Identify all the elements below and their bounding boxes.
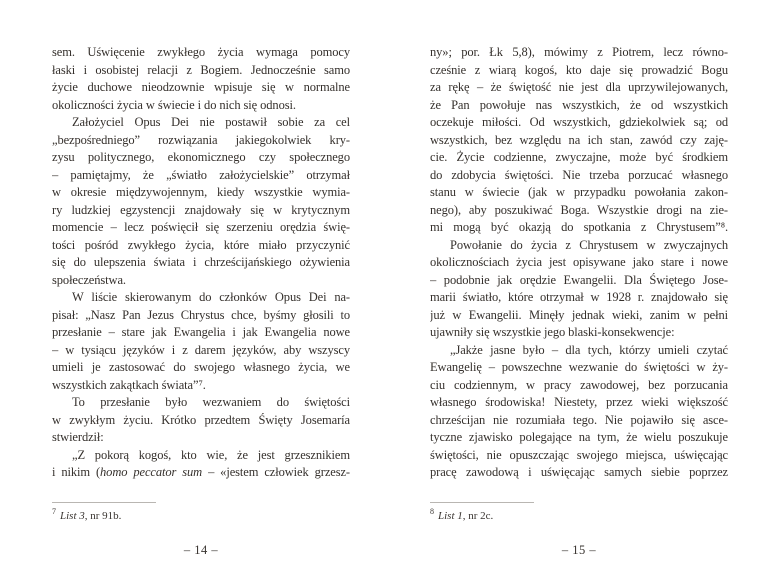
paragraph bbox=[52, 447, 350, 482]
footnote-reference: , nr 91b. bbox=[84, 510, 122, 522]
text-line: momencie – lecz poświęcił się szerzeniu orędzia świę- bbox=[52, 220, 350, 234]
text-line: świętości, nie opuszczając swojego miejsca, uświęcając bbox=[430, 447, 728, 462]
text-line: W liście skierowanym do członków Opus Dei na- bbox=[72, 290, 350, 304]
paragraph bbox=[52, 289, 350, 394]
text-line: – podobnie jak orędzie Ewangelii. Dla Świętego Jose- bbox=[430, 272, 728, 287]
text-line: przesłanie – stare jak Ewangelia i jak Ewangelia nowe bbox=[52, 325, 350, 339]
text-line: stwierdził: bbox=[52, 430, 104, 444]
text-line: tyczne zjawisko polegające na tym, że wielu poszukuje bbox=[430, 430, 728, 444]
text-line: mi mogą być okazją do spotkania z Chrystusem”⁸. bbox=[430, 220, 728, 234]
text-line: za rękę – że świętość nie jest dla uprzywilejowanych, bbox=[430, 80, 728, 94]
text-line: własnego środowiska! Niestety, przez wieki większość bbox=[430, 395, 728, 409]
text-line: – pamiętajmy, że „światło założycielskie” otrzymał bbox=[52, 167, 350, 182]
text-line: społeczeństwa. bbox=[52, 272, 126, 287]
footnote-marker: 8 bbox=[430, 507, 434, 517]
text-line: Ewangelię – powszechne wezwanie do świętości w ży- bbox=[430, 360, 728, 374]
paragraph bbox=[52, 394, 350, 447]
paragraph bbox=[430, 44, 728, 237]
paragraph bbox=[430, 342, 728, 482]
text-line: Założyciel Opus Dei nie postawił sobie za cel bbox=[72, 115, 350, 129]
text-line: marii światło, które otrzymał w 1928 r. znajdowało się bbox=[430, 290, 728, 304]
text-line: okoliczności życia w świecie i do nich się odnosi. bbox=[52, 97, 296, 112]
text-line: zysu politycznego, ekonomicznego czy społecznego bbox=[52, 150, 350, 164]
text-line: cie. Życie codzienne, zwyczajne, może być środkiem bbox=[430, 150, 728, 164]
page-left bbox=[52, 0, 350, 584]
text-line: życie duchowe nieodzownie wpisuje się w normalne bbox=[52, 80, 350, 94]
text-line: pracę zawodową i uświęcając samych siebie poprzez bbox=[430, 465, 728, 479]
paragraph bbox=[52, 114, 350, 289]
text-line: To przesłanie było wezwaniem do świętości bbox=[72, 395, 350, 409]
text-line: „bezpośredniego” rozwiązania jakiegokolwiek kry- bbox=[52, 132, 350, 147]
footnote-text bbox=[430, 507, 728, 523]
text-line: łaski i osobistej relacji z Bogiem. Jednocześnie samo bbox=[52, 62, 350, 77]
text-line: i nikim (homo peccator sum – «jestem człowiek grzesz- bbox=[52, 465, 350, 479]
text-line: stanu w świecie (jak w przypadku powołania zakon- bbox=[430, 185, 728, 199]
text-line: ujawniły się wszystkie jego blaski-konsekwencje: bbox=[430, 325, 675, 339]
footnote bbox=[430, 502, 728, 523]
text-line: oczekuje miłości. Od wszystkich, gdziekolwiek są; od bbox=[430, 115, 728, 129]
text-line: pisał: „Nasz Pan Jezus Chrystus chce, byśmy głosili to bbox=[52, 307, 350, 322]
text-line: w zwykłym życiu. Krótko przedtem Święty Josemaría bbox=[52, 412, 350, 427]
text-line: chrześcijan nie rozumiała tego. Nie pojawiło się asce- bbox=[430, 412, 728, 427]
text-line: sem. Uświęcenie zwykłego życia wymaga pomocy bbox=[52, 45, 350, 59]
footnote-marker: 7 bbox=[52, 507, 56, 517]
footnote bbox=[52, 502, 350, 523]
text-line: okolicznościach życia jest opisywane jako stare i nowe bbox=[430, 255, 728, 269]
text-line: wszystkich zakątkach świata”⁷. bbox=[52, 377, 206, 392]
footnote-work-title: List 3 bbox=[60, 510, 85, 522]
text-line: wszystkich, bez względu na ich stan, zawód czy zaję- bbox=[430, 132, 728, 147]
paragraph bbox=[52, 44, 350, 114]
text-line: tości pośród zwykłego życia, które miało przyczynić bbox=[52, 237, 350, 252]
text-line: cześnie z wiarą kogoś, kto daje się prowadzić Bogu bbox=[430, 62, 728, 77]
text-line: że Pan powołuje nas wszystkich, że od wszystkich bbox=[430, 97, 728, 112]
text-line: „Jakże jasne było – dla tych, którzy umieli czytać bbox=[450, 342, 728, 357]
text-line: ciu codziennym, w pracy zawodowej, bez porzucania bbox=[430, 377, 728, 392]
text-line: w okresie międzywojennym, kiedy wszystkie wymia- bbox=[52, 185, 350, 199]
text-line: do zdobycia świętości. Nie trzeba porzucać własnego bbox=[430, 167, 728, 182]
text-line: ny»; por. Łk 5,8), mówimy z Piotrem, lecz równo- bbox=[430, 45, 728, 59]
text-line: już w Ewangelii. Minęły jednak wieki, zanim w pełni bbox=[430, 307, 728, 322]
text-line: „Z pokorą kogoś, kto wie, że jest grzesznikiem bbox=[72, 447, 350, 462]
footnote-rule bbox=[52, 502, 156, 503]
paragraph bbox=[430, 237, 728, 342]
page-number: – 15 – bbox=[561, 543, 597, 557]
page-body bbox=[430, 44, 728, 482]
text-line: nego), aby poszukiwać Boga. Wszystkie drogi na zie- bbox=[430, 202, 728, 217]
footnote-reference: , nr 2c. bbox=[462, 510, 494, 522]
text-line: – w tysiącu języków i z darem języków, aby wszyscy bbox=[52, 342, 350, 357]
text-line: ry ludzkiej egzystencji znajdowały się w krytycznym bbox=[52, 202, 350, 217]
text-line: Powołanie do życia z Chrystusem w zwyczajnych bbox=[450, 237, 728, 252]
page-body bbox=[52, 44, 350, 482]
page-number: – 14 – bbox=[183, 543, 219, 557]
footnote-work-title: List 1 bbox=[438, 510, 463, 522]
text-line: się do ulepszenia świata i chrześcijańskiego ożywienia bbox=[52, 255, 350, 269]
page-right bbox=[430, 0, 728, 584]
footnote-rule bbox=[430, 502, 534, 503]
text-line: umieli je zastosować do swojego własnego życia, we bbox=[52, 360, 350, 374]
footnote-text bbox=[52, 507, 350, 523]
